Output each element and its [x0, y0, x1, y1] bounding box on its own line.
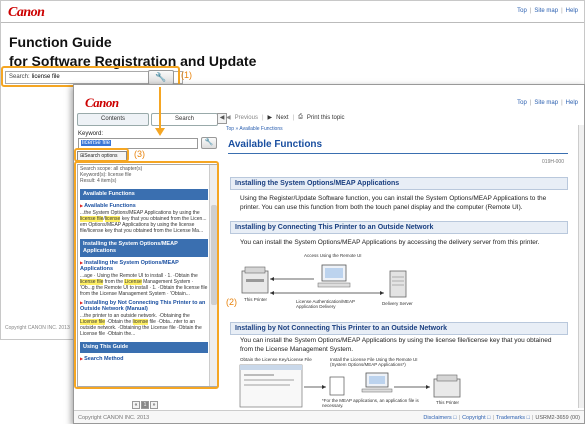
result-snippet: ...age · Using the Remote UI to install · 1. ·Obtain the license file from the License Management System · 'Ob...g the Remote UI to install · 1. ·Obtain the license file from the License Management System · 'Obtain...: [80, 272, 208, 297]
page-footer: [74, 410, 584, 424]
canon-logo[interactable]: Canon: [8, 5, 45, 20]
network-install-diagram: [234, 249, 568, 313]
nav-separator: |: [261, 114, 264, 121]
pager-page[interactable]: 1: [141, 401, 149, 409]
diagram2-note: necessary.: [322, 403, 344, 408]
computer-icon: [318, 265, 350, 287]
section-text: You can install the System Options/MEAP Applications by accessing the delivery server from this printer.: [240, 239, 540, 246]
help-link[interactable]: Help: [565, 8, 578, 14]
browser-screenshot-icon: [240, 365, 302, 407]
result-link[interactable]: ▶ Installing the System Options/MEAP Applications: [80, 260, 208, 273]
copyright-link[interactable]: Copyright: [462, 415, 486, 421]
arrow-head: [270, 291, 274, 295]
topic-navigation: [226, 114, 345, 121]
printer-icon: [242, 267, 268, 293]
link-separator: |: [531, 415, 534, 421]
header-divider: [1, 22, 584, 23]
diagram-top-label: Access Using the Remote UI: [304, 253, 362, 258]
offline-install-diagram: [234, 357, 568, 408]
breadcrumb[interactable]: Top » Available Functions: [226, 126, 283, 132]
tab-contents[interactable]: Contents: [77, 113, 149, 126]
next-button[interactable]: Next: [276, 114, 289, 121]
result-snippet: ...the System Options/MEAP Applications by using the license filelicense key that you obtained from the Licen... em Options/MEAP Applications by using the license file/license key that you obtained from the License Ma...: [80, 209, 207, 234]
diagram2-mid-label: (System Options/MEAP Applications*): [330, 362, 406, 367]
topic-title: Available Functions: [228, 139, 323, 150]
diagram-server-label: Delivery Server: [382, 301, 413, 306]
link-separator: |: [561, 100, 563, 106]
nav-separator: |: [292, 114, 295, 121]
annotation-highlight-2: [74, 161, 219, 389]
search-icon: 🔧: [155, 72, 167, 82]
section-heading: Installing by Not Connecting This Printer to an Outside Network: [230, 322, 568, 335]
result-link[interactable]: ▶ Available Functions: [80, 203, 208, 210]
result-snippet: ...the printer to an outside network. ·Obtaining the License file ·Obtain the license file ·Obta...nter to an outside network. ·Obtaining the License file ·Obtain the License file ·Obtain the...: [80, 312, 202, 337]
diagram2-mid-label: Install the License File Using the Remote UI: [330, 357, 418, 362]
pager-next[interactable]: »: [150, 401, 158, 409]
disclaimers-link[interactable]: Disclaimers: [423, 415, 452, 421]
previous-button[interactable]: Previous: [234, 114, 258, 121]
plus-icon: ⊞: [80, 153, 85, 159]
top-link[interactable]: Top: [517, 100, 527, 106]
document-id: 019H-000: [542, 159, 564, 165]
keyword-value: license file: [82, 140, 111, 146]
section-heading: Installing the System Options/MEAP Applications: [230, 177, 568, 190]
page-title-line1: Function Guide: [9, 34, 112, 50]
tab-search[interactable]: Search: [151, 113, 218, 126]
previous-icon: ◀: [226, 115, 231, 121]
page-title-line2: for Software Registration and Update: [9, 53, 257, 69]
pager-prev[interactable]: «: [132, 401, 140, 409]
content-scrollbar[interactable]: [578, 125, 585, 408]
arrow-head: [270, 277, 274, 281]
link-separator: |: [529, 8, 532, 14]
results-pager: [132, 401, 158, 409]
result-count: Result: 4 item(s): [80, 178, 117, 184]
link-separator: |: [492, 415, 494, 421]
collapse-pane-icon[interactable]: ◀: [217, 113, 227, 124]
result-group: Installing the System Options/MEAP Applications: [80, 239, 208, 257]
external-link-icon: □: [451, 415, 457, 421]
print-button[interactable]: Print this topic: [306, 114, 345, 121]
file-icon: [330, 377, 344, 395]
site-map-link[interactable]: Site map: [534, 100, 559, 106]
diagram2-left-label: Obtain the License Key/License File: [240, 357, 312, 362]
title-underline: [228, 153, 568, 154]
top-link[interactable]: Top: [517, 8, 527, 14]
link-separator: |: [529, 100, 532, 106]
section-text: You can install the System Options/MEAP Applications by using the license file/license key that you obtained from the License Management System.: [240, 337, 552, 353]
diagram-printer-label: This Printer: [244, 297, 268, 302]
diagram2-note: *For the MEAP applications, an application file is: [322, 398, 419, 403]
trademarks-link[interactable]: Trademarks: [495, 415, 526, 421]
annotation-label-2: (2): [226, 297, 237, 307]
server-icon: [390, 271, 406, 297]
search-options-label: Search options: [84, 153, 118, 159]
diagram-bottom-label: Application Delivery: [296, 304, 336, 309]
top-links: [517, 100, 578, 106]
search-value: license file: [31, 74, 60, 80]
external-link-icon: □: [525, 415, 530, 421]
result-scope: Search scope: all chapter(s): [80, 166, 143, 172]
link-separator: |: [561, 8, 563, 14]
section-text: Using the Register/Update Software function, you can install the System Options/MEAP Applications to the printer. You can use this function from both the touch panel display and the computer (Remote UI).: [240, 195, 547, 211]
result-link[interactable]: ▶ Search Method: [80, 356, 208, 363]
computer-icon: [362, 373, 392, 392]
annotation-label-3: (3): [134, 149, 145, 159]
print-icon: ⎙: [298, 114, 303, 120]
footer-copyright: Copyright CANON INC. 2013: [78, 415, 150, 421]
result-keywords: Keyword(s): license file: [80, 172, 132, 178]
arrow-head: [380, 291, 384, 295]
next-icon: ▶: [267, 115, 273, 121]
top-links: [517, 8, 578, 14]
search-icon: 🔧: [204, 139, 214, 146]
link-separator: |: [458, 415, 461, 421]
external-link-icon: □: [485, 415, 491, 421]
topic-content-pane: [224, 125, 585, 408]
annotation-highlight-3: [74, 148, 129, 162]
arrow-head: [426, 385, 430, 389]
copyright-text: Copyright CANON INC. 2013: [5, 325, 70, 331]
site-map-link[interactable]: Site map: [534, 8, 559, 14]
diagram-bottom-label: License Authentication/MEAP: [296, 299, 356, 304]
section-heading: Installing by Connecting This Printer to an Outside Network: [230, 221, 568, 234]
result-link[interactable]: ▶ Installing by Not Connecting This Printer to an Outside Network (Manual): [80, 300, 208, 313]
search-label: Search:: [9, 74, 30, 80]
annotation-label-1: (1): [181, 70, 192, 80]
diagram2-printer-label: This Printer: [436, 400, 460, 405]
canon-logo[interactable]: Canon: [85, 95, 119, 110]
result-group: Using This Guide: [80, 342, 208, 353]
help-link[interactable]: Help: [565, 100, 578, 106]
result-group: Available Functions: [80, 189, 208, 200]
footer-links: [423, 415, 580, 421]
printer-icon: [434, 375, 460, 397]
keyword-search-button[interactable]: [201, 137, 217, 149]
manual-code: USRM2-3659 (00): [535, 415, 580, 421]
arrow-head: [322, 385, 326, 389]
keyword-label: Keyword:: [78, 131, 104, 137]
